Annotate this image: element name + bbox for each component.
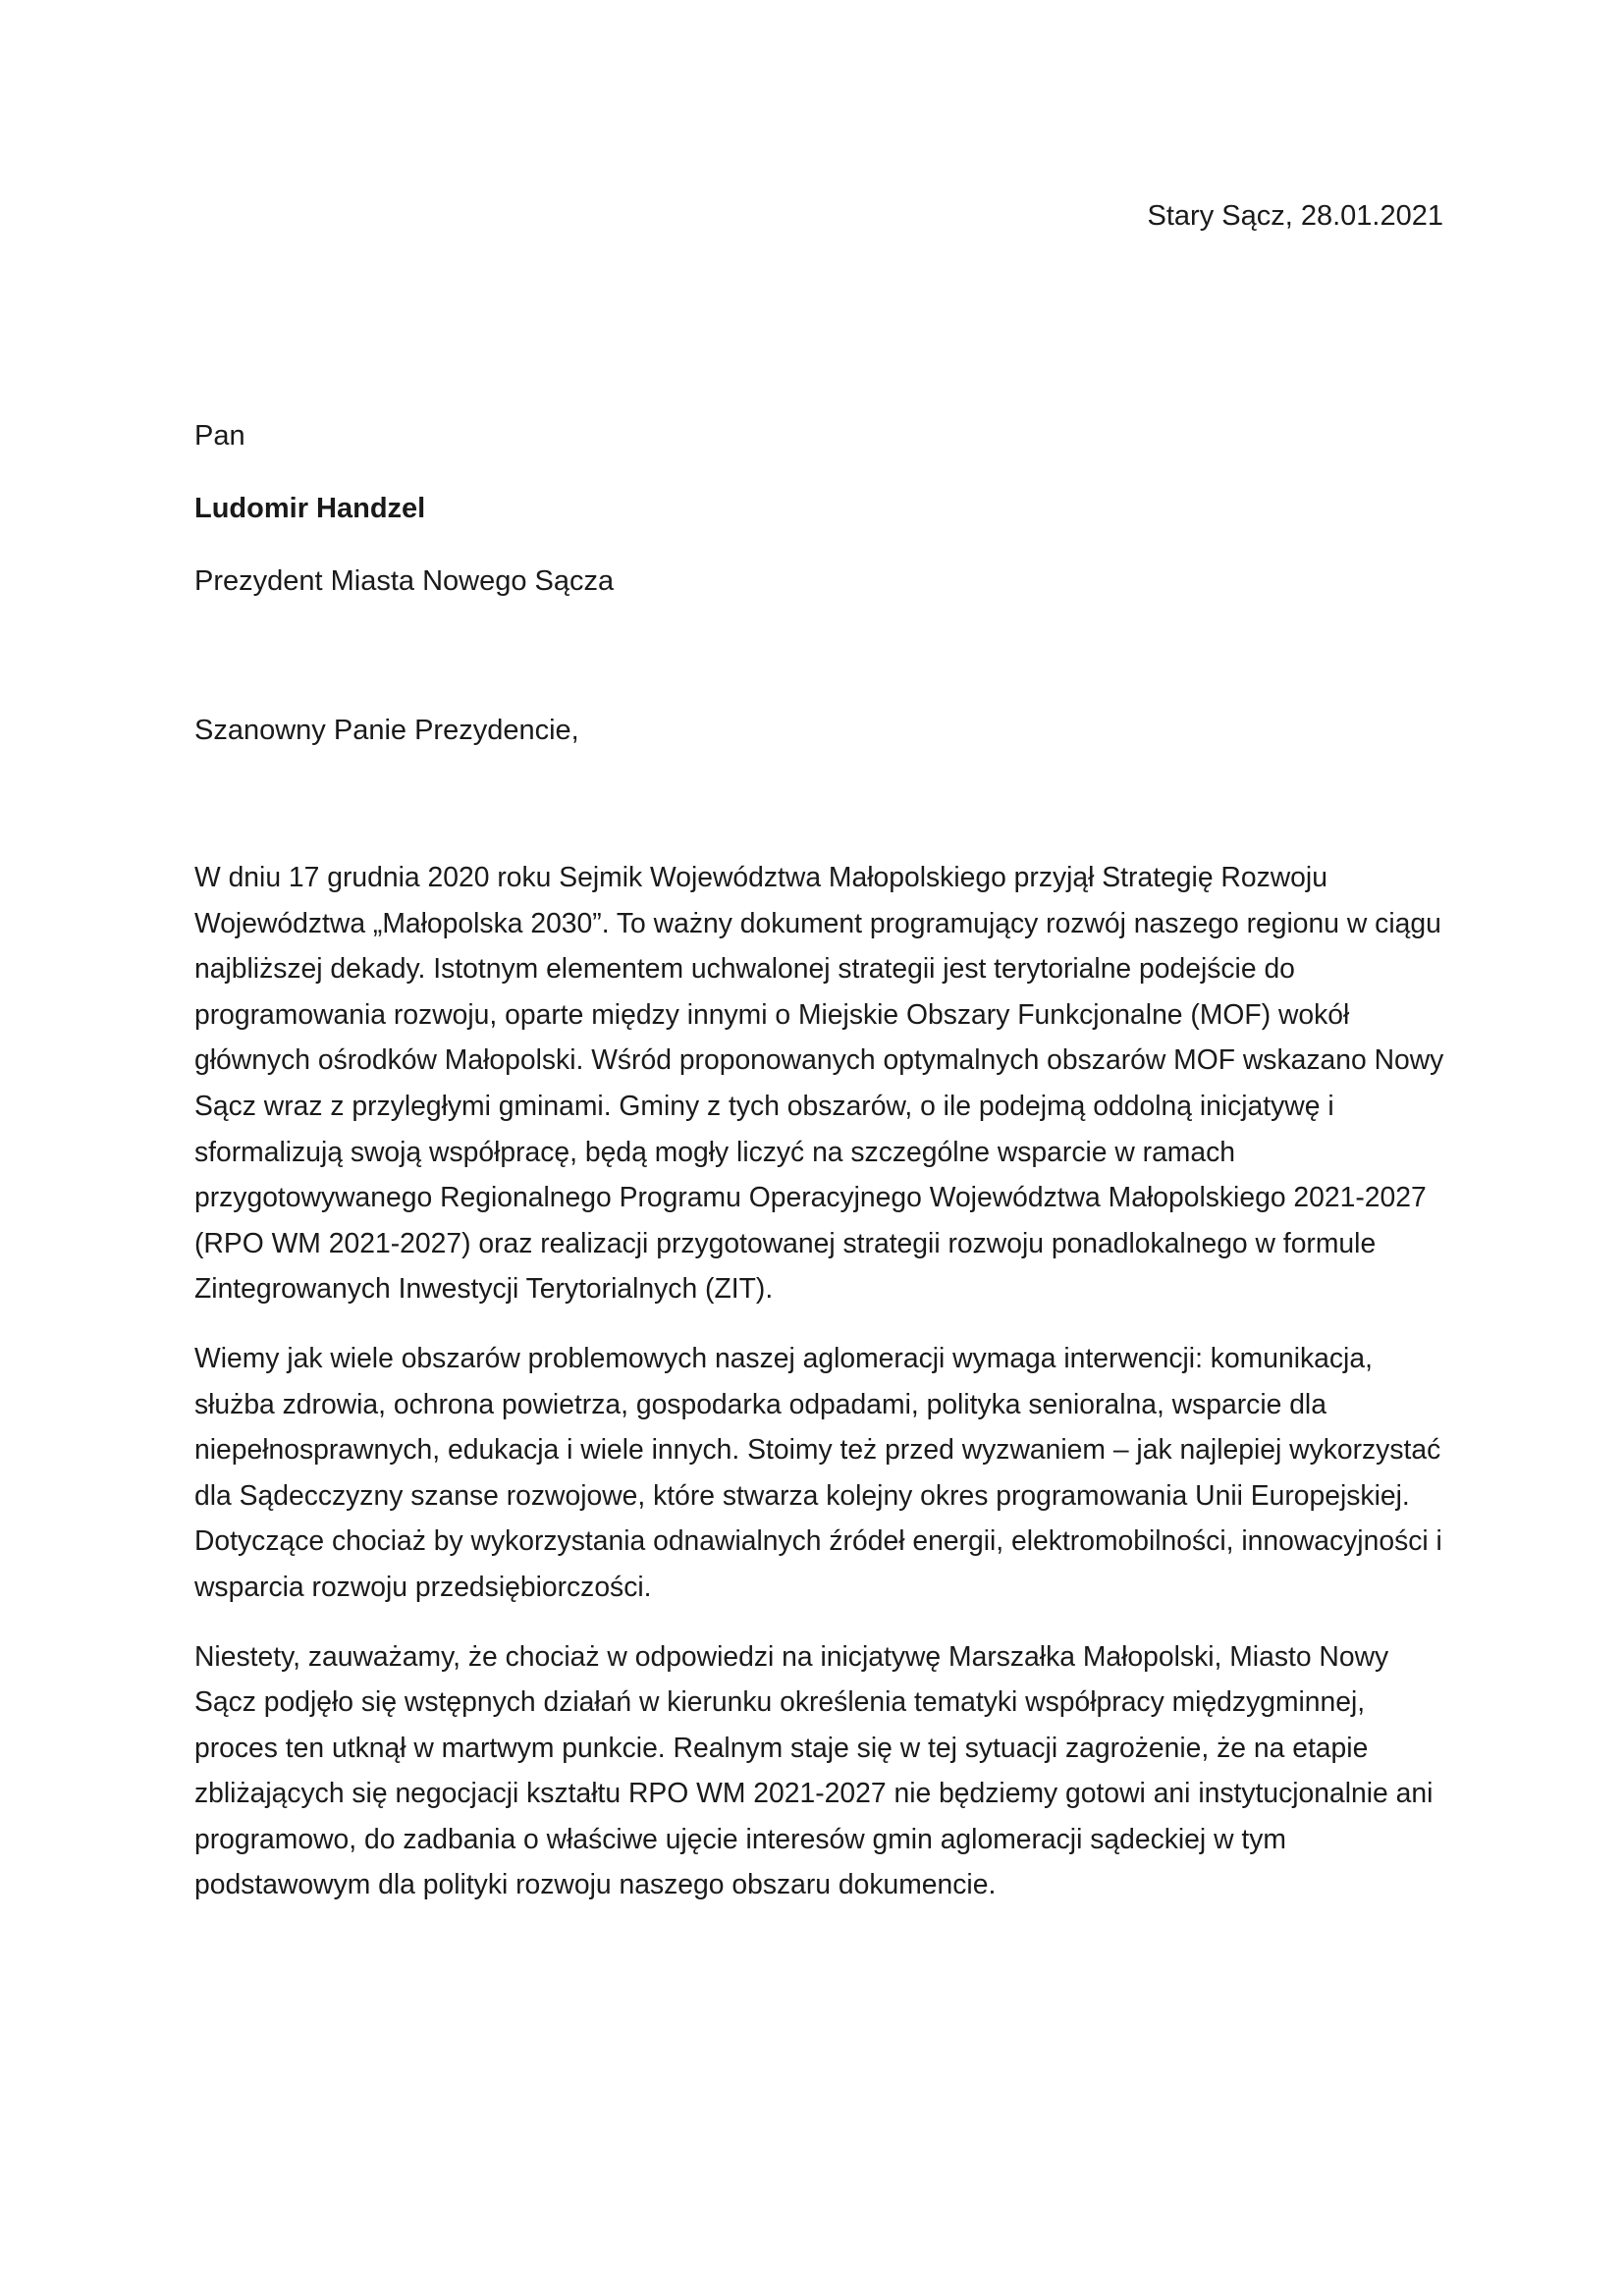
addressee-role: Prezydent Miasta Nowego Sącza: [194, 565, 615, 597]
letter-body: [194, 854, 1446, 1931]
paragraph-1: W dniu 17 grudnia 2020 roku Sejmik Województwa Małopolskiego przyjął Strategię Rozwoju Województwa „Małopolska 2030”. To ważny dokument programujący rozwój naszego regionu w ciągu najbliższej dekady. Istotnym elementem uchwalonej strategii jest terytorialne podejście do programowania rozwoju, oparte między innymi o Miejskie Obszary Funkcjonalne (MOF) wokół głównych ośrodków Małopolski. Wśród proponowanych optymalnych obszarów MOF wskazano Nowy Sącz wraz z przyległymi gminami. Gminy z tych obszarów, o ile podejmą oddolną inicjatywę i sformalizują swoją współpracę, będą mogły liczyć na szczególne wsparcie w ramach przygotowywanego Regionalnego Programu Operacyjnego Województwa Małopolskiego 2021-2027 (RPO WM 2021-2027) oraz realizacji przygotowanej strategii rozwoju ponadlokalnego w formule Zintegrowanych Inwestycji Terytorialnych (ZIT).: [194, 861, 1444, 1305]
paragraph-2: Wiemy jak wiele obszarów problemowych naszej aglomeracji wymaga interwencji: komunikacja, służba zdrowia, ochrona powietrza, gospodarka odpadami, polityka senioralna, wsparcie dla niepełnosprawnych, edukacja i wiele innych. Stoimy też przed wyzwaniem – jak najlepiej wykorzystać dla Sądecczyzny szanse rozwojowe, które stwarza kolejny okres programowania Unii Europejskiej. Dotyczące chociaż by wykorzystania odnawialnych źródeł energii, elektromobilności, innowacyjności i wsparcia rozwoju przedsiębiorczości.: [194, 1341, 1442, 1602]
addressee-title: Pan: [194, 420, 245, 452]
date-line: Stary Sącz, 28.01.2021: [1147, 200, 1443, 232]
addressee-name: Ludomir Handzel: [194, 493, 426, 524]
greeting: Szanowny Panie Prezydencie,: [194, 715, 579, 746]
paragraph-3: Niestety, zauważamy, że chociaż w odpowiedzi na inicjatywę Marszałka Małopolski, Miasto Nowy Sącz podjęło się wstępnych działań w kierunku określenia tematyki współpracy międzygminnej, proces ten utknął w martwym punkcie. Realnym staje się w tej sytuacji zagrożenie, że na etapie zbliżających się negocjacji kształtu RPO WM 2021-2027 nie będziemy gotowi ani instytucjonalnie ani programowo, do zadbania o właściwe ujęcie interesów gmin aglomeracji sądeckiej w tym podstawowym dla polityki rozwoju naszego obszaru dokumencie.: [194, 1639, 1434, 1900]
addressee-block: [194, 416, 1451, 601]
